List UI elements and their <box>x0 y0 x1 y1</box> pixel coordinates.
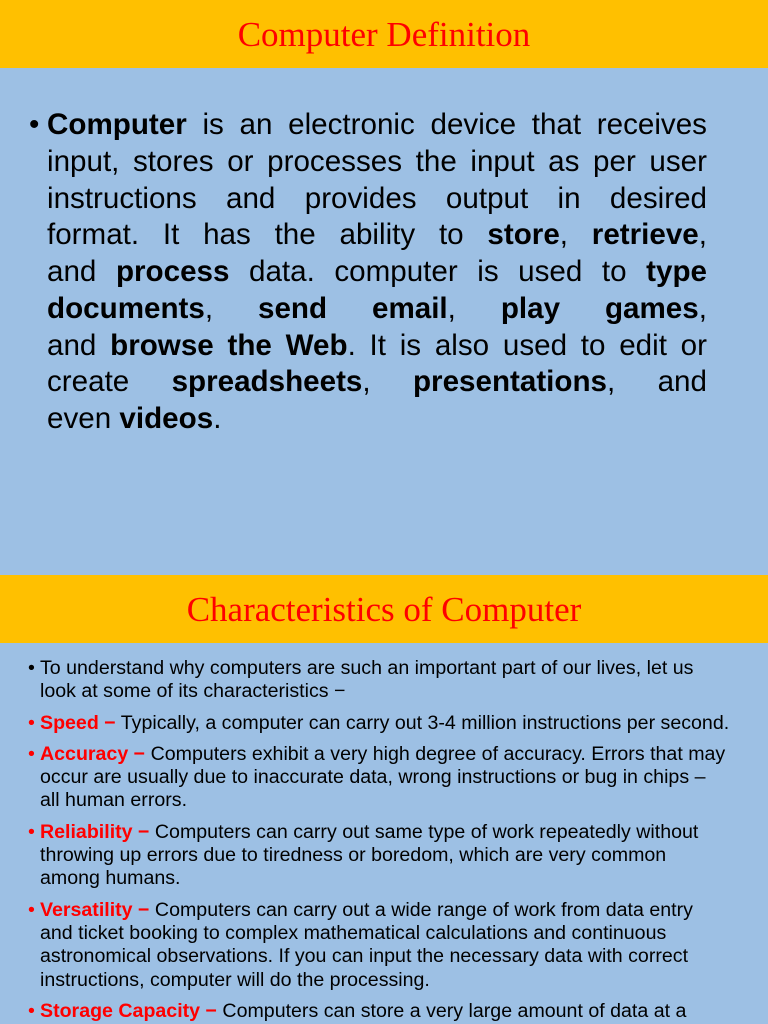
item-text-line <box>40 821 768 844</box>
text-run: input, stores or processes the input as per user <box>47 144 707 178</box>
slide-title-bar <box>0 0 768 68</box>
item-text-line: all human errors. <box>40 789 188 812</box>
item-text-line <box>40 899 768 922</box>
bullet-marker: • <box>28 711 35 734</box>
characteristics-list <box>0 657 768 1023</box>
paragraph-line <box>47 401 707 438</box>
text-run: is an electronic device that receives <box>202 108 707 141</box>
bold-term: browse the Web <box>110 328 348 362</box>
item-text-line: among humans. <box>40 867 181 890</box>
paragraph-line <box>47 328 707 365</box>
item-text-line <box>40 1000 768 1023</box>
bold-term: presentations <box>412 365 608 399</box>
bullet-marker: • <box>28 742 35 765</box>
item-text-line: occur are usually due to inaccurate data, wrong instructions or bug in chips – <box>40 766 706 789</box>
text-run: instructions and provides output in desired <box>47 181 707 215</box>
bold-term: games <box>604 291 699 325</box>
slide-characteristics <box>0 575 768 1024</box>
text-run: , <box>698 218 707 252</box>
bold-term: send <box>258 291 328 325</box>
item-text: Computers can carry out same type of work repeatedly without <box>154 820 699 843</box>
item-text-line: To understand why computers are such an important part of our lives, let us <box>40 657 694 679</box>
paragraph-line <box>47 364 707 401</box>
item-text-line: astronomical observations. If you can input the necessary data with correct <box>40 945 689 968</box>
text-run: data. computer is used to <box>249 255 627 288</box>
item-text: Computers can carry out a wide range of work from data entry <box>154 898 693 921</box>
bullet-marker: • <box>28 820 35 843</box>
bold-term: type <box>646 255 707 288</box>
item-text: Computers can store a very large amount of data at a <box>222 999 687 1022</box>
characteristic-name: Versatility − <box>40 898 150 921</box>
bold-term: spreadsheets <box>171 365 363 399</box>
paragraph-line <box>47 181 707 218</box>
bold-term: process <box>115 255 230 288</box>
text-run: and <box>47 328 97 362</box>
definition-paragraph <box>47 107 707 438</box>
text-run: , <box>204 291 214 325</box>
paragraph-line <box>47 144 707 181</box>
characteristic-accuracy <box>0 743 768 813</box>
item-text-line: instructions, computer will do the processing. <box>40 968 430 991</box>
characteristic-speed <box>0 712 768 735</box>
slide-title: Computer Definition <box>237 14 531 54</box>
characteristic-reliability <box>0 821 768 891</box>
text-run: , <box>447 291 456 325</box>
text-run: , <box>607 365 616 399</box>
bold-term: email <box>371 291 448 325</box>
slide-title: Characteristics of Computer <box>186 589 582 629</box>
bold-term: retrieve <box>591 218 699 252</box>
bold-term: store <box>487 218 560 252</box>
item-text-line: look at some of its characteristics − <box>40 680 346 703</box>
text-run: and <box>657 365 707 399</box>
text-run: , <box>698 291 707 325</box>
text-run: create <box>47 365 130 399</box>
bold-term: play <box>500 291 561 325</box>
characteristic-name: Reliability − <box>40 820 150 843</box>
characteristic-versatility <box>0 899 768 992</box>
bullet-marker: • <box>28 657 35 679</box>
paragraph-line <box>47 107 707 144</box>
slide-title-bar <box>0 575 768 643</box>
characteristic-name: Speed − <box>40 711 116 734</box>
text-run: . <box>213 402 222 435</box>
bold-term: Computer <box>47 108 187 141</box>
characteristic-name: Accuracy − <box>40 742 146 765</box>
paragraph-line <box>47 254 707 291</box>
text-run: even <box>47 402 112 435</box>
item-text-line <box>40 743 768 766</box>
bullet-marker: • <box>29 108 40 141</box>
bold-term: videos <box>119 402 214 435</box>
list-item-intro <box>0 657 768 704</box>
item-text: Typically, a computer can carry out 3-4 million instructions per second. <box>120 711 730 734</box>
item-text-line: throwing up errors due to tiredness or boredom, which are very common <box>40 844 667 867</box>
text-run: , <box>362 365 371 399</box>
text-run: , <box>559 218 569 252</box>
item-text: Computers exhibit a very high degree of accuracy. Errors that may <box>150 742 726 765</box>
item-text-line <box>40 712 768 735</box>
bold-term: documents <box>47 291 205 325</box>
characteristic-name: Storage Capacity − <box>40 999 217 1022</box>
characteristic-storage-capacity <box>0 1000 768 1023</box>
paragraph-line <box>47 217 707 254</box>
bullet-marker: • <box>28 999 35 1022</box>
bullet-marker: • <box>28 898 35 921</box>
text-run: format. It has the ability to <box>47 218 464 252</box>
text-run: and <box>47 255 97 288</box>
text-run: . It is also used to edit or <box>347 328 707 362</box>
item-text-line: and ticket booking to complex mathematical calculations and continuous <box>40 921 667 944</box>
paragraph-line <box>47 291 707 328</box>
